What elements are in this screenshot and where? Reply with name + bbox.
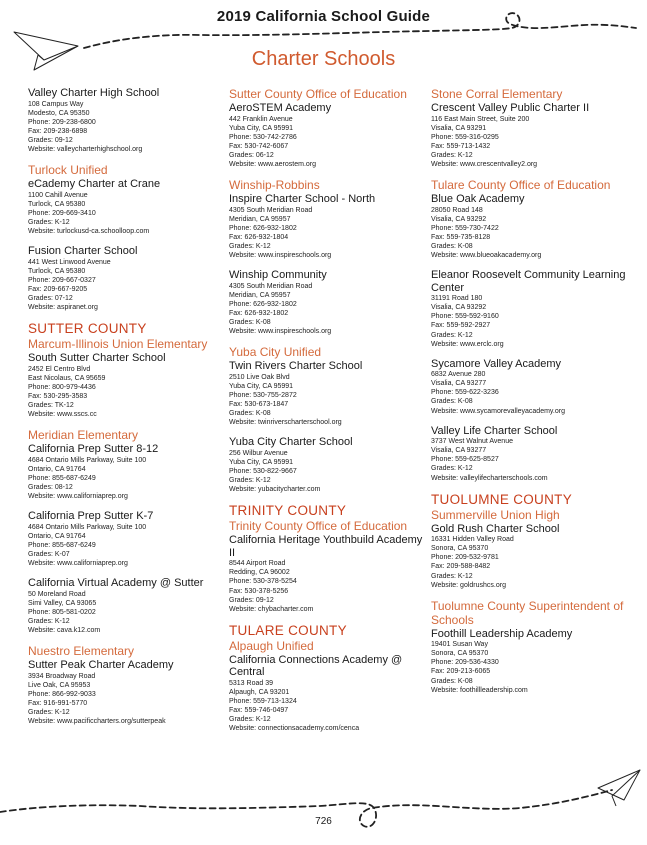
school-name: AeroSTEM Academy: [229, 102, 332, 114]
school-entry: [431, 269, 641, 349]
school-detail: Phone: 626-932-1802: [229, 300, 297, 308]
school-detail: Alpaugh, CA 93201: [229, 688, 290, 696]
school-detail: Fax: 559-735-8128: [431, 233, 491, 241]
district-heading: Tuolumne County Superintendent of Schools: [431, 598, 624, 627]
school-detail: Grades: 09-12: [28, 136, 73, 144]
school-name: Eleanor Roosevelt Community Learning Center: [431, 269, 626, 294]
school-detail: Sonora, CA 95370: [431, 650, 489, 658]
school-detail: Grades: K-12: [431, 331, 473, 339]
school-detail: Grades: K-12: [229, 242, 271, 250]
school-detail: Grades: K-07: [28, 550, 70, 558]
school-detail: Ontario, CA 91764: [28, 532, 86, 540]
school-detail: Grades: 07-12: [28, 294, 73, 302]
school-detail: 19401 Susan Way: [431, 641, 488, 649]
school-detail: Website: www.californiaprep.org: [28, 560, 128, 567]
school-detail: Fax: 530-742-6067: [229, 142, 289, 150]
school-detail: Grades: 08-12: [28, 483, 73, 491]
school-detail: 116 East Main Street, Suite 200: [431, 115, 530, 123]
school-detail: Phone: 800-979-4436: [28, 383, 96, 391]
district-heading: Sutter County Office of Education: [229, 87, 407, 101]
school-detail: Grades: K-12: [431, 572, 473, 580]
school-detail: 5313 Road 39: [229, 679, 273, 687]
district-heading: Winship-Robbins: [229, 178, 320, 193]
school-detail: 50 Moreland Road: [28, 590, 86, 598]
school-detail: Phone: 866-992-9033: [28, 690, 96, 698]
school-entry: [431, 358, 641, 416]
school-entry: [229, 193, 425, 260]
school-detail: Website: turlockusd-ca.schoolloop.com: [28, 227, 150, 235]
school-entry: [431, 102, 641, 169]
section-title: Charter Schools: [251, 48, 396, 70]
school-detail: Fax: 626-932-1802: [229, 309, 289, 317]
school-detail: Phone: 805-581-0202: [28, 608, 96, 616]
school-detail: 16331 Hidden Valley Road: [431, 536, 514, 544]
district-heading: Alpaugh Unified: [229, 638, 314, 653]
county-heading: TULARE COUNTY: [229, 622, 347, 638]
school-detail: 31191 Road 180: [431, 295, 483, 303]
county-heading: TUOLUMNE COUNTY: [431, 491, 573, 507]
school-detail: Website: valleycharterhighschool.org: [28, 145, 143, 153]
school-detail: Grades: K-12: [229, 716, 271, 724]
school-detail: Phone: 209-532-9781: [431, 554, 499, 562]
school-detail: East Nicolaus, CA 95659: [28, 374, 106, 382]
district-heading: Meridian Elementary: [28, 428, 139, 443]
school-detail: Phone: 209-536-4330: [431, 659, 499, 667]
school-entry: [229, 102, 425, 169]
school-name: Twin Rivers Charter School: [229, 360, 363, 373]
school-entry: [28, 352, 224, 419]
school-detail: Website: chybacharter.com: [229, 605, 314, 613]
guide-title: 2019 California School Guide: [216, 8, 431, 25]
school-entry: [229, 436, 425, 494]
paper-plane-icon: [598, 770, 640, 806]
school-name: South Sutter Charter School: [28, 352, 166, 365]
school-entry: [28, 245, 224, 312]
school-detail: Website: connectionsacademy.com/cenca: [229, 725, 360, 733]
school-entry: [431, 425, 641, 483]
school-name: Sycamore Valley Academy: [431, 357, 562, 370]
school-name: Foothill Leadership Academy: [431, 627, 573, 640]
column-3: [431, 86, 641, 704]
district-heading: Summerville Union High: [431, 507, 560, 522]
school-detail: Phone: 559-713-1324: [229, 697, 297, 705]
school-detail: Website: www.californiaprep.org: [28, 493, 128, 501]
school-detail: Live Oak, CA 95953: [28, 681, 91, 689]
school-detail: Phone: 559-622-3236: [431, 389, 499, 397]
school-entry: [28, 510, 224, 568]
school-detail: Fax: 626-932-1804: [229, 233, 289, 241]
school-name: Gold Rush Charter School: [431, 522, 560, 535]
school-detail: Website: www.sycamorevalleyacademy.org: [431, 407, 565, 415]
school-detail: Ontario, CA 91764: [28, 465, 86, 473]
district-heading: Trinity County Office of Education: [229, 519, 408, 534]
school-detail: 28050 Road 148: [431, 206, 483, 214]
school-detail: Modesto, CA 95350: [28, 109, 90, 117]
school-detail: Fax: 530-673-1847: [229, 400, 289, 408]
school-detail: 2510 Live Oak Blvd: [229, 373, 290, 381]
school-detail: Phone: 855-687-6249: [28, 541, 96, 549]
school-detail: Grades: K-08: [431, 398, 473, 406]
school-detail: Fax: 209-213-6065: [431, 668, 491, 676]
school-detail: Website: www.pacificcharters.org/sutterpeak: [28, 718, 166, 726]
school-detail: Phone: 559-316-0295: [431, 133, 499, 141]
school-detail: Phone: 626-932-1802: [229, 224, 297, 232]
school-detail: Visalia, CA 93277: [431, 380, 487, 388]
school-detail: 441 West Linwood Avenue: [28, 258, 111, 266]
school-detail: Fax: 209-588-8482: [431, 563, 491, 571]
school-detail: 3934 Broadway Road: [28, 672, 96, 680]
school-detail: Yuba City, CA 95991: [229, 458, 294, 466]
county-heading: TRINITY COUNTY: [229, 503, 347, 519]
district-heading: Stone Corral Elementary: [431, 87, 563, 101]
school-name: Blue Oak Academy: [431, 193, 525, 206]
school-detail: Phone: 559-592-9160: [431, 313, 499, 321]
school-detail: 4305 South Meridian Road: [229, 206, 313, 214]
school-entry: [229, 360, 425, 427]
school-detail: 6832 Avenue 280: [431, 371, 486, 379]
school-name: Fusion Charter School: [28, 245, 138, 258]
school-detail: Phone: 209-669-3410: [28, 209, 96, 217]
school-detail: Sonora, CA 95370: [431, 545, 489, 553]
school-detail: Yuba City, CA 95991: [229, 382, 294, 390]
school-detail: Grades: K-12: [28, 617, 70, 625]
page-number: 726: [315, 816, 332, 827]
school-detail: Website: www.crescentvalley2.org: [431, 160, 538, 168]
school-detail: Grades: K-12: [28, 218, 70, 226]
school-detail: Fax: 209-238-6898: [28, 127, 88, 135]
school-detail: Website: goldrushcs.org: [431, 581, 506, 589]
school-detail: Website: www.erclc.org: [431, 340, 504, 348]
school-detail: Phone: 530-822-9667: [229, 467, 297, 475]
school-detail: Phone: 530-742-2786: [229, 133, 297, 141]
school-detail: Website: www.aerostem.org: [229, 160, 317, 168]
school-detail: Turlock, CA 95380: [28, 267, 86, 275]
school-entry: [28, 659, 224, 726]
school-detail: Phone: 559-625-8527: [431, 456, 499, 464]
school-name: California Virtual Academy @ Sutter: [28, 577, 204, 590]
school-entry: [431, 523, 641, 590]
column-2: [229, 86, 425, 742]
school-detail: Grades: K-12: [28, 708, 70, 716]
school-detail: Fax: 559-592-2927: [431, 322, 491, 330]
school-name: Sutter Peak Charter Academy: [28, 659, 174, 672]
school-detail: Grades: 09-12: [229, 596, 274, 604]
school-name: eCademy Charter at Crane: [28, 178, 161, 191]
school-detail: 3737 West Walnut Avenue: [431, 438, 513, 446]
school-detail: Visalia, CA 93277: [431, 447, 487, 455]
school-detail: Fax: 916-991-5770: [28, 699, 88, 707]
district-heading: Yuba City Unified: [229, 345, 322, 360]
school-detail: 256 Wilbur Avenue: [229, 449, 288, 457]
school-name: Yuba City Charter School: [229, 436, 353, 449]
school-detail: Grades: K-12: [229, 477, 271, 485]
school-detail: 4684 Ontario Mills Parkway, Suite 100: [28, 456, 147, 464]
school-detail: Visalia, CA 93292: [431, 215, 487, 223]
school-detail: Grades: K-08: [229, 319, 271, 326]
school-name: Valley Life Charter School: [431, 424, 558, 437]
county-heading: SUTTER COUNTY: [28, 321, 147, 337]
school-detail: Fax: 530-378-5256: [229, 587, 289, 595]
school-entry: [28, 87, 224, 154]
school-detail: Grades: 06-12: [229, 151, 274, 159]
school-name: Crescent Valley Public Charter II: [431, 102, 590, 114]
school-name: Winship Community: [229, 269, 327, 282]
school-detail: Phone: 855-687-6249: [28, 474, 96, 482]
school-detail: Grades: K-12: [431, 151, 473, 159]
school-entry: [28, 178, 224, 236]
column-1: [28, 86, 224, 735]
school-detail: Phone: 209-667-0327: [28, 276, 96, 284]
school-entry: [229, 654, 425, 734]
school-detail: 442 Franklin Avenue: [229, 115, 293, 123]
school-detail: Website: www.inspireschools.org: [229, 328, 332, 336]
school-entry: [229, 269, 425, 336]
school-entry: [28, 577, 224, 635]
school-detail: Website: foothillleadership.com: [431, 686, 528, 694]
school-detail: Grades: K-08: [431, 677, 473, 685]
school-detail: Grades: TK-12: [28, 401, 74, 409]
school-detail: Website: www.inspireschools.org: [229, 252, 332, 260]
school-name: Valley Charter High School: [28, 87, 160, 99]
school-detail: Visalia, CA 93291: [431, 124, 487, 132]
school-name: California Connections Academy @ Central: [229, 653, 403, 679]
school-detail: Phone: 209-238-6800: [28, 118, 96, 126]
school-detail: Meridian, CA 95957: [229, 215, 291, 223]
school-detail: Grades: K-08: [431, 242, 473, 250]
school-entry: [28, 443, 224, 501]
district-heading: Marcum-Illinois Union Elementary: [28, 337, 208, 352]
school-detail: Website: www.sscs.cc: [28, 411, 97, 419]
school-entry: [229, 534, 425, 614]
district-heading: Tulare County Office of Education: [431, 178, 611, 193]
school-name: California Heritage Youthbuild Academy II: [229, 534, 423, 559]
district-heading: Turlock Unified: [28, 163, 108, 178]
school-entry: [431, 628, 641, 695]
school-detail: 4684 Ontario Mills Parkway, Suite 100: [28, 523, 147, 531]
school-detail: Phone: 530-755-2872: [229, 391, 297, 399]
school-detail: Website: cava.k12.com: [28, 626, 101, 634]
school-detail: Grades: K-12: [431, 465, 473, 473]
school-name: California Prep Sutter K-7: [28, 510, 154, 523]
school-detail: Fax: 559-746-0497: [229, 707, 289, 715]
school-name: Inspire Charter School - North: [229, 193, 376, 206]
school-detail: Phone: 530-378-5254: [229, 578, 297, 586]
school-detail: Yuba City, CA 95991: [229, 124, 294, 132]
school-detail: Website: yubacitycharter.com: [229, 486, 321, 494]
school-detail: Website: twinriverscharterschool.org: [229, 419, 342, 427]
school-entry: [431, 193, 641, 260]
school-detail: 2452 El Centro Blvd: [28, 365, 91, 373]
school-detail: Phone: 559-730-7422: [431, 224, 499, 232]
school-detail: 4305 South Meridian Road: [229, 282, 313, 290]
school-detail: Fax: 209-667-9205: [28, 285, 88, 293]
school-detail: Website: www.blueoakacademy.org: [431, 252, 542, 260]
school-detail: Fax: 530-295-3583: [28, 392, 88, 400]
school-detail: 1100 Cahill Avenue: [28, 191, 88, 199]
school-name: California Prep Sutter 8-12: [28, 443, 159, 456]
district-heading: Nuestro Elementary: [28, 644, 135, 659]
school-detail: Redding, CA 96002: [229, 569, 290, 577]
school-detail: Meridian, CA 95957: [229, 291, 291, 299]
school-detail: 8544 Airport Road: [229, 560, 286, 568]
school-detail: Website: valleylifecharterschools.com: [431, 474, 548, 482]
school-detail: Visalia, CA 93292: [431, 304, 487, 312]
school-detail: Turlock, CA 95380: [28, 200, 86, 208]
school-detail: 108 Campus Way: [28, 100, 84, 108]
school-detail: Simi Valley, CA 93065: [28, 599, 97, 607]
school-detail: Fax: 559-713-1432: [431, 142, 491, 150]
school-detail: Grades: K-08: [229, 410, 271, 418]
school-detail: Website: aspiranet.org: [28, 304, 98, 311]
